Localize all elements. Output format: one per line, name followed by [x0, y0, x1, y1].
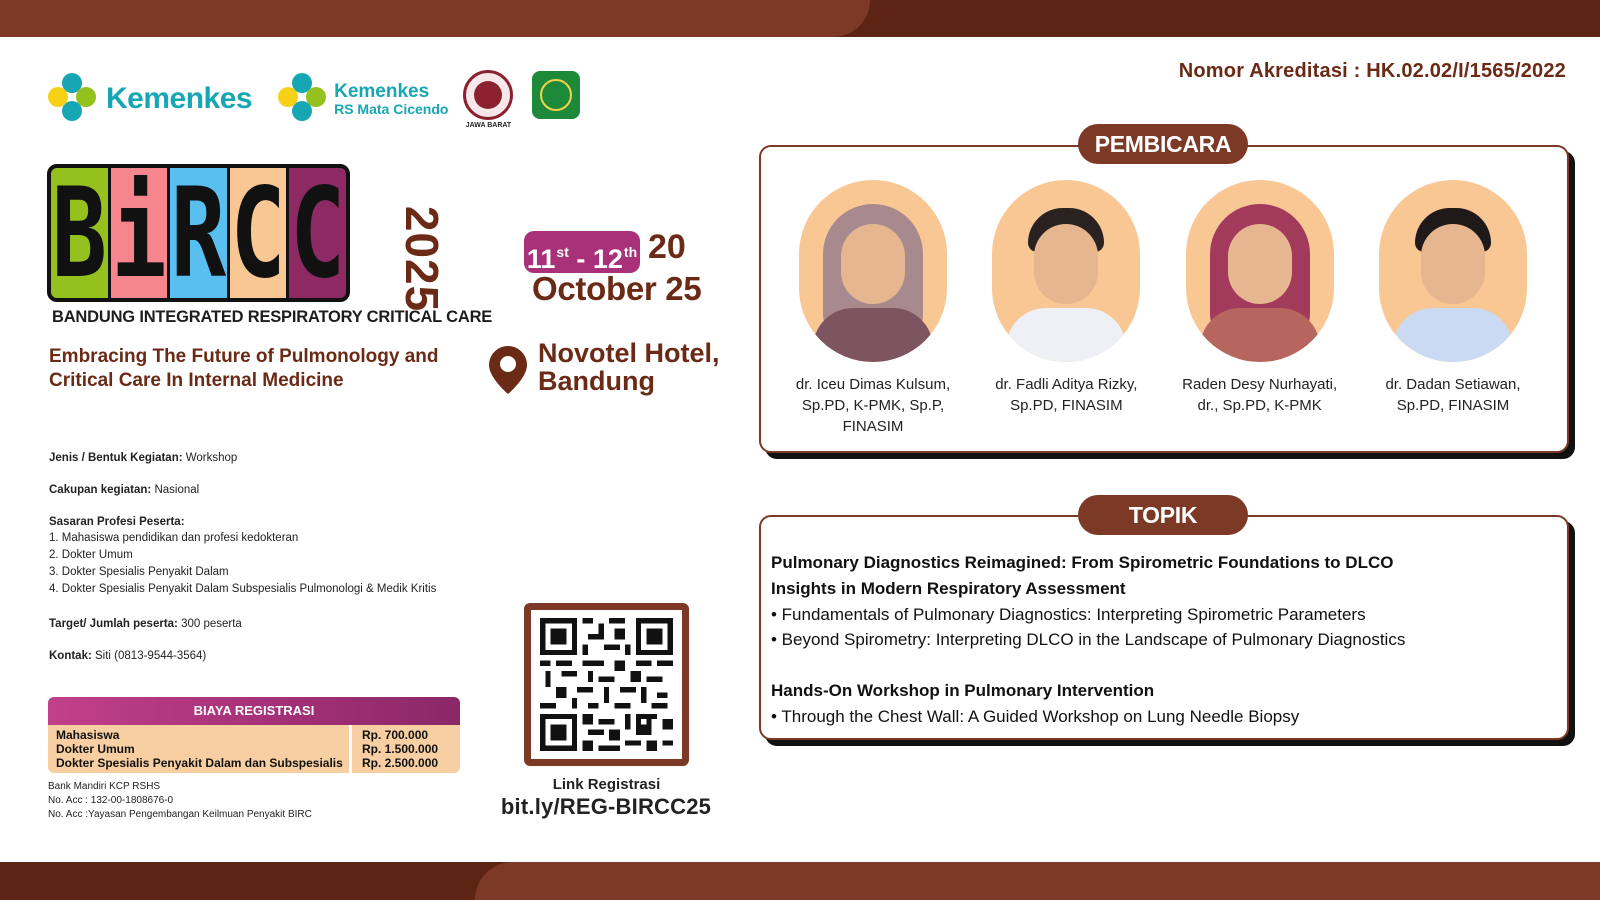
fee-price: Rp. 1.500.000 [362, 742, 439, 756]
fee-category-column [48, 725, 349, 773]
list-item: 2. Dokter Umum [49, 549, 133, 561]
info-jenis: Jenis / Bentuk Kegiatan: Workshop [49, 452, 238, 464]
fee-category: Mahasiswa [56, 728, 120, 742]
registration-link[interactable]: bit.ly/REG-BIRCC25 [500, 794, 712, 819]
speaker-card [778, 180, 968, 437]
qr-code-icon [539, 618, 674, 751]
kemenkes-cicendo-mark-icon [278, 73, 326, 125]
date-start: 11 [526, 244, 556, 274]
top-frame-bar [0, 0, 1600, 37]
kemenkes-cicendo-line1: Kemenkes [334, 81, 430, 102]
topic-item: • Through the Chest Wall: A Guided Workshop on Lung Needle Biopsy [771, 707, 1300, 726]
speakers-heading: PEMBICARA [1078, 124, 1248, 164]
session-title: Pulmonary Diagnostics Reimagined: From Spirometric Foundations to DLCO [771, 553, 1394, 572]
kemenkes-mark-icon [48, 73, 96, 125]
info-sasaran [49, 516, 489, 598]
pulmonology-society-seal-icon [532, 71, 580, 119]
bircc-letter-c1: C [230, 168, 290, 298]
topic-item: • Fundamentals of Pulmonary Diagnostics: Interpreting Spirometric Parameters [771, 605, 1366, 624]
date-month: October 25 [532, 270, 702, 307]
speaker-name: Raden Desy Nurhayati, dr., Sp.PD, K-PMK [1182, 376, 1338, 414]
bircc-logo [47, 164, 350, 302]
speaker-photo [799, 180, 947, 362]
bircc-letter-r: R [170, 168, 230, 298]
fee-price: Rp. 2.500.000 [362, 756, 439, 770]
bircc-letter-b: B [51, 168, 111, 298]
speaker-photo [1379, 180, 1527, 362]
speaker-card [1165, 180, 1355, 437]
topic-list [771, 550, 1541, 729]
list-item: 4. Dokter Spesialis Penyakit Dalam Subspesialis Pulmonologi & Medik Kritis [49, 583, 437, 595]
event-year: 2025 [396, 205, 448, 313]
list-item: 3. Dokter Spesialis Penyakit Dalam [49, 566, 229, 578]
info-cakupan: Cakupan kegiatan: Nasional [49, 484, 200, 496]
date-year: 20 [648, 228, 686, 266]
speaker-card [971, 180, 1161, 437]
list-item: 1. Mahasiswa pendidikan dan profesi kedokteran [49, 532, 299, 544]
speaker-name: dr. Dadan Setiawan, Sp.PD, FINASIM [1385, 376, 1521, 414]
location-pin-icon [489, 346, 527, 394]
fee-table-header: BIAYA REGISTRASI [48, 697, 460, 725]
date-end: 12 [592, 244, 623, 274]
bircc-letter-c2: C [289, 164, 346, 302]
speaker-list [778, 180, 1548, 437]
speaker-photo [992, 180, 1140, 362]
topic-item: • Beyond Spirometry: Interpreting DLCO in the Landscape of Pulmonary Diagnostics [771, 630, 1406, 649]
fee-category: Dokter Umum [56, 742, 135, 756]
info-target: Target/ Jumlah peserta: 300 peserta [49, 618, 242, 630]
venue-line2: Bandung [538, 366, 655, 396]
jawa-barat-seal [462, 70, 514, 129]
registration-link-label: Link Registrasi [552, 776, 661, 793]
date-separator: - [568, 244, 593, 274]
sasaran-label: Sasaran Profesi Peserta: [49, 516, 185, 528]
info-kontak: Kontak: Siti (0813-9544-3564) [49, 650, 207, 662]
bank-line1: Bank Mandiri KCP RSHS [48, 781, 161, 792]
bank-line2: No. Acc : 132-00-1808676-0 [48, 795, 174, 806]
event-full-name: BANDUNG INTEGRATED RESPIRATORY CRITICAL CARE [52, 308, 493, 326]
seal-caption: JAWA BARAT [465, 121, 512, 129]
bircc-letter-i: i [111, 168, 171, 298]
kemenkes-logo-text: Kemenkes [106, 82, 253, 115]
fee-price: Rp. 700.000 [362, 728, 429, 742]
association-seal-icon [463, 70, 513, 120]
date-end-suffix: th [623, 244, 638, 260]
venue [538, 339, 720, 395]
kemenkes-cicendo-logo [278, 73, 448, 125]
event-tagline: Embracing The Future of Pulmonology and Critical Care In Internal Medicine [49, 346, 439, 391]
fee-price-column [352, 725, 460, 773]
session-title: Insights in Modern Respiratory Assessment [771, 579, 1126, 598]
fee-category: Dokter Spesialis Penyakit Dalam dan Subspesialis [56, 756, 343, 770]
kemenkes-cicendo-line2: RS Mata Cicendo [334, 101, 449, 117]
accreditation-number: Nomor Akreditasi : HK.02.02/I/1565/2022 [1178, 60, 1566, 82]
topics-heading: TOPIK [1078, 495, 1248, 535]
bank-line3: No. Acc :Yayasan Pengembangan Keilmuan Penyakit BIRC [48, 809, 312, 820]
session-title: Hands-On Workshop in Pulmonary Intervention [771, 681, 1155, 700]
event-info [49, 452, 489, 682]
bottom-frame-bar [0, 862, 1600, 900]
date-pill [524, 231, 640, 273]
bank-details [48, 780, 312, 822]
speaker-name: dr. Iceu Dimas Kulsum, Sp.PD, K-PMK, Sp.P, FINASIM [795, 376, 951, 435]
venue-line1: Novotel Hotel, [538, 338, 720, 368]
sponsor-logos [48, 68, 580, 130]
speaker-photo [1186, 180, 1334, 362]
registration-qr-code[interactable] [524, 603, 689, 766]
kemenkes-logo [48, 73, 252, 125]
speaker-card [1358, 180, 1548, 437]
date-start-suffix: st [556, 244, 569, 260]
speaker-name: dr. Fadli Aditya Rizky, Sp.PD, FINASIM [995, 376, 1138, 414]
registration-fee-table [48, 697, 460, 773]
